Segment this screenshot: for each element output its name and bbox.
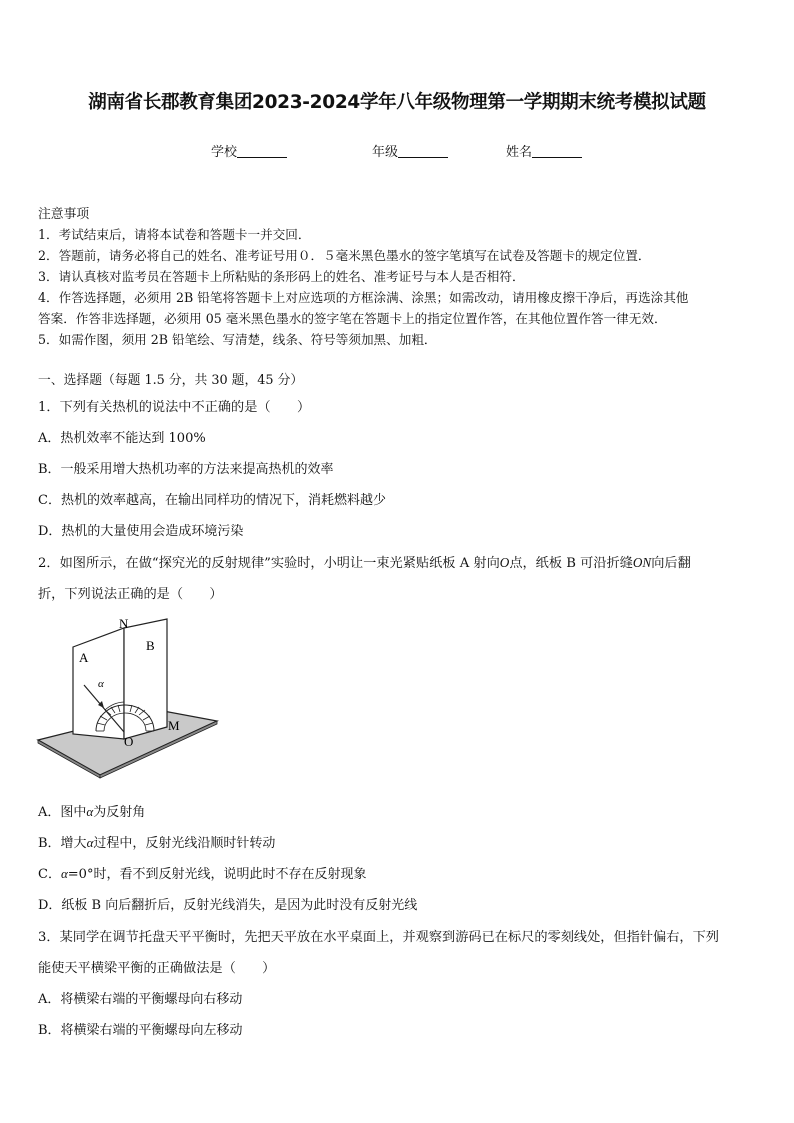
grade-label: 年级 [372,145,399,160]
alpha-symbol: α [60,866,68,881]
label-o: O [124,734,134,749]
question-2-option-c [38,863,366,882]
question-1-option-b: B．一般采用增大热机功率的方法来提高热机的效率 [38,462,334,477]
label-n: N [119,616,129,631]
question-2-option-a [38,801,145,820]
section-heading: 一、选择题（每题 1.5 分，共 30 题，45 分） [38,373,304,388]
name-label: 姓名 [506,145,533,160]
notice-item: 答案．作答非选择题，必须用 05 毫米黑色墨水的签字笔在答题卡上的指定位置作答，在其他位置作答一律无效． [38,311,667,326]
exam-title: 湖南省长郡教育集团2023-2024学年八年级物理第一学期期末统考模拟试题 [88,92,706,113]
question-3-stem-line1: 3．某同学在调节托盘天平平衡时，先把天平放在水平桌面上，并观察到游码已在标尺的零刻线处，但指针偏右，下列 [38,930,719,945]
question-2-option-d: D．纸板 B 向后翻折后，反射光线消失，是因为此时没有反射光线 [38,898,418,913]
label-alpha: α [98,678,104,690]
notice-item: 5．如需作图，须用 2B 铅笔绘、写清楚，线条、符号等须加黑、加粗． [38,332,437,347]
school-label: 学校 [211,145,238,160]
question-3-stem-line2: 能使天平横梁平衡的正确做法是（ ） [38,961,276,976]
notice-heading: 注意事项 [38,207,90,222]
question-1-option-c: C．热机的效率越高，在输出同样功的情况下，消耗燃料越少 [38,493,386,508]
notice-item: 3．请认真核对监考员在答题卡上所粘贴的条形码上的姓名、准考证号与本人是否相符． [38,269,525,284]
school-blank[interactable] [237,144,287,158]
question-1-option-a: A．热机效率不能达到 100% [38,431,206,446]
alpha-symbol: α [86,835,94,850]
q2-stem-text: 向后翻 [651,556,691,571]
question-2-stem-line2: 折，下列说法正确的是（ ） [38,587,223,602]
reflection-experiment-figure [34,614,219,782]
option-text: =0°时，看不到反射光线，说明此时不存在反射现象 [67,867,367,882]
name-field[interactable] [506,141,582,160]
school-field[interactable] [211,141,287,160]
question-1-stem: 1．下列有关热机的说法中不正确的是（ ） [38,400,311,415]
question-1-option-d: D．热机的大量使用会造成环境污染 [38,524,244,539]
q2-stem-text: 点，纸板 B 可沿折缝 [509,556,633,571]
board-b [124,619,167,739]
option-text: B．增大 [38,836,87,851]
name-blank[interactable] [532,144,582,158]
question-2-option-b [38,832,275,851]
alpha-symbol: α [86,804,94,819]
grade-field[interactable] [372,141,448,160]
label-a: A [79,650,89,665]
option-text: 为反射角 [93,805,146,820]
question-3-option-b: B．将横梁右端的平衡螺母向左移动 [38,1023,243,1038]
fold-on-symbol: ON [632,555,652,570]
option-letter: C． [38,867,61,882]
label-b: B [146,638,155,653]
question-3-option-a: A．将横梁右端的平衡螺母向右移动 [38,992,243,1007]
notice-item: 2．答题前，请务必将自己的姓名、准考证号用０．５毫米黑色墨水的签字笔填写在试卷及答题卡的规定位置． [38,248,651,263]
option-text: A．图中 [38,805,87,820]
label-m: M [168,718,180,733]
q2-stem-text: 2．如图所示，在做“探究光的反射规律”实验时，小明让一束光紧贴纸板 A 射向 [38,556,500,571]
question-2-stem-line1 [38,552,691,571]
notice-item: 1．考试结束后，请将本试卷和答题卡一并交回． [38,227,311,242]
notice-item: 4．作答选择题，必须用 2B 铅笔将答题卡上对应选项的方框涂满、涂黑；如需改动，请用橡皮擦干净后，再选涂其他 [38,290,689,305]
grade-blank[interactable] [398,144,448,158]
point-o-symbol: O [499,555,510,570]
option-text: 过程中，反射光线沿顺时针转动 [93,836,276,851]
